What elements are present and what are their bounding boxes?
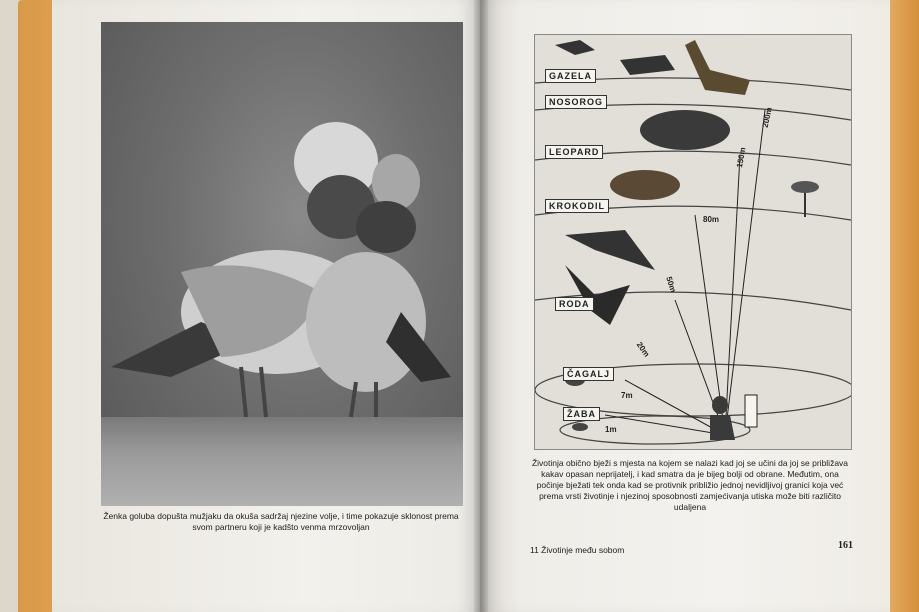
sign-post <box>745 395 757 427</box>
gazelle-figure <box>555 40 595 55</box>
label-cagalj: ČAGALJ <box>563 367 614 381</box>
pigeon-left-leg <box>241 367 246 417</box>
pigeon-right-neck <box>356 201 416 253</box>
tree-crown <box>791 181 819 193</box>
leopard-figure <box>610 170 680 200</box>
label-roda: RODA <box>555 297 594 311</box>
crocodile-figure <box>565 230 655 270</box>
distance-200m: 200m <box>760 106 774 129</box>
pigeon-right-head <box>372 154 420 210</box>
pigeon-left-leg-2 <box>261 367 266 417</box>
distance-7m: 7m <box>621 391 633 400</box>
label-gazela: GAZELA <box>545 69 596 83</box>
label-leopard: LEOPARD <box>545 145 603 159</box>
man-figure-head <box>712 396 728 414</box>
pigeons-photo <box>101 22 463 506</box>
rhino-figure <box>640 110 730 150</box>
book-gutter <box>474 0 488 612</box>
distance-150m: 150m <box>735 146 748 169</box>
man-figure-body <box>710 415 735 440</box>
label-zaba: ŽABA <box>563 407 600 421</box>
chapter-footer: 11 Životinje među sobom <box>530 545 625 555</box>
distance-1m: 1m <box>605 425 617 434</box>
ray-50m <box>675 300 725 435</box>
distance-20m: 20m <box>634 340 652 359</box>
distance-80m: 80m <box>703 215 720 224</box>
flight-distance-illustration <box>534 34 852 450</box>
label-nosorog: NOSOROG <box>545 95 607 109</box>
jackal-running-figure <box>620 55 675 75</box>
giraffe-figure <box>685 40 750 95</box>
page-number: 161 <box>838 540 853 551</box>
pigeons-illustration <box>101 22 463 506</box>
right-caption: Životinja obično bježi s mjesta na kojem se nalazi kad joj se učini da joj se približava kakav opasan neprijatelj, i kad smatra da je bijeg bolji od obrane. Međutim, ona počinje bježati tek onda kad se protivnik približio jednoj nevidljivoj granici koja već prema vrsti životinje i njezinoj sposobnosti zamjećivanja utiska može biti različito udaljena <box>531 458 849 512</box>
left-caption: Ženka goluba dopušta mužjaku da okuša sadržaj njezine volje, i time pokazuje sklonost prema svom partneru koji je kadšto venma mrzovoljan <box>103 511 459 532</box>
distance-50m: 50m <box>664 275 678 294</box>
label-krokodil: KROKODIL <box>545 199 609 213</box>
frog-figure <box>572 423 588 431</box>
stork-figure <box>565 265 630 325</box>
